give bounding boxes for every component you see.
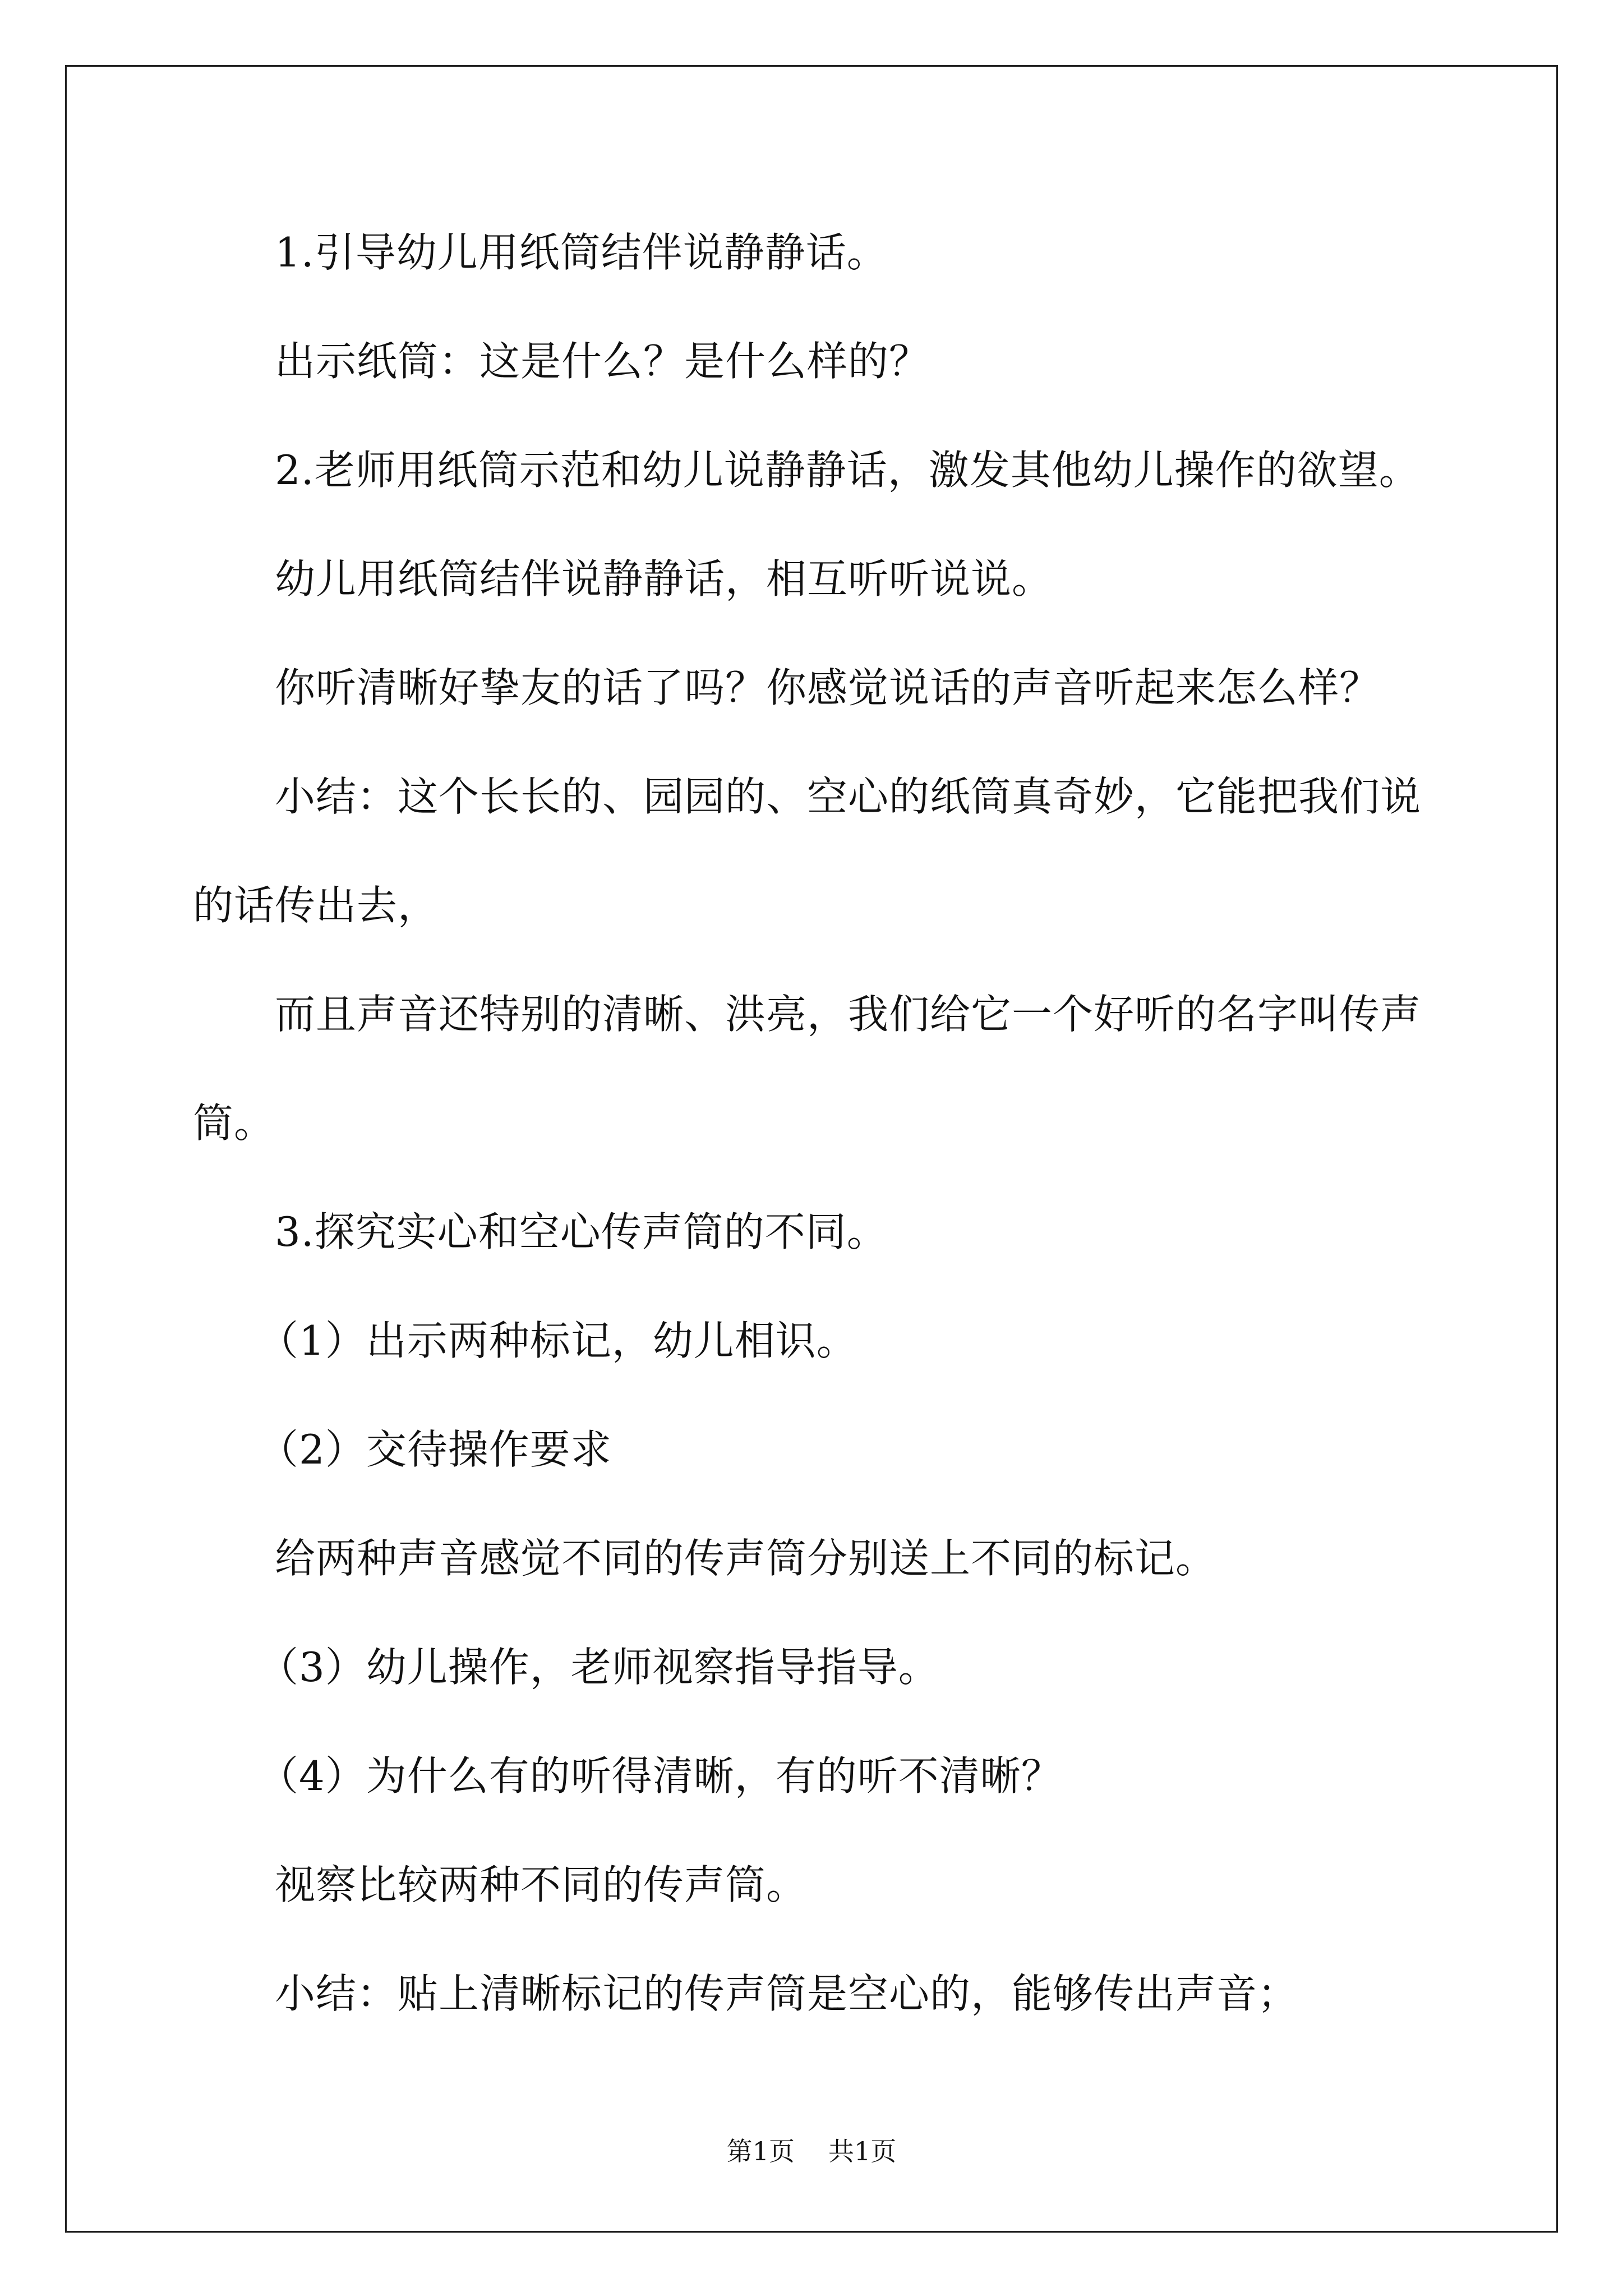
paragraph-line-2: 出示纸筒：这是什么？是什么样的？ bbox=[275, 338, 930, 385]
paragraph-line-5: 你听清晰好挚友的话了吗？你感觉说话的声音听起来怎么样？ bbox=[275, 664, 1381, 711]
paragraph-line-16: 视察比较两种不同的传声筒。 bbox=[275, 1861, 808, 1908]
paragraph-line-9: 筒。 bbox=[193, 1099, 275, 1147]
paragraph-line-7: 的话传出去， bbox=[193, 882, 439, 929]
paragraph-line-10: 3.探究实心和空心传声筒的不同。 bbox=[275, 1208, 888, 1255]
paragraph-line-15: （4）为什么有的听得清晰，有的听不清晰？ bbox=[258, 1752, 1062, 1800]
paragraph-line-11: （1）出示两种标记，幼儿相识。 bbox=[258, 1317, 857, 1364]
page-footer bbox=[0, 2138, 1623, 2164]
page-number-total: 共1页 bbox=[828, 2136, 897, 2166]
paragraph-line-3: 2.老师用纸筒示范和幼儿说静静话，激发其他幼儿操作的欲望。 bbox=[275, 447, 1420, 494]
paragraph-line-14: （3）幼儿操作，老师视察指导指导。 bbox=[258, 1644, 939, 1691]
paragraph-line-1: 1.引导幼儿用纸筒结伴说静静话。 bbox=[275, 229, 888, 276]
paragraph-line-17: 小结：贴上清晰标记的传声筒是空心的，能够传出声音； bbox=[275, 1970, 1299, 2017]
paragraph-line-6: 小结：这个长长的、园园的、空心的纸筒真奇妙，它能把我们说 bbox=[275, 773, 1422, 820]
paragraph-line-4: 幼儿用纸筒结伴说静静话，相互听听说说。 bbox=[275, 555, 1053, 602]
page-number-current: 第1页 bbox=[726, 2136, 795, 2166]
paragraph-line-12: （2）交待操作要求 bbox=[258, 1426, 612, 1473]
paragraph-line-13: 给两种声音感觉不同的传声筒分别送上不同的标记。 bbox=[275, 1535, 1217, 1582]
paragraph-line-8: 而且声音还特别的清晰、洪亮，我们给它一个好听的名字叫传声 bbox=[275, 991, 1422, 1038]
